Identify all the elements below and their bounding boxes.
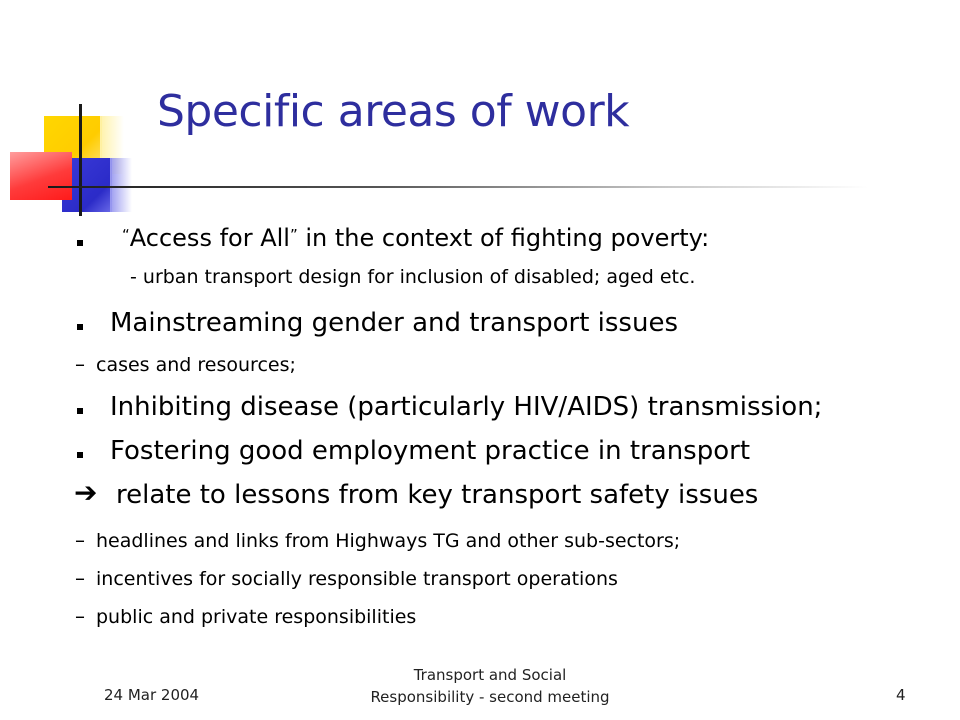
bullet-fostering-employment: Fostering good employment practice in transport xyxy=(110,436,751,466)
logo-red-square xyxy=(10,152,72,200)
sub-item-cases-resources: cases and resources; xyxy=(96,354,296,376)
square-bullet-icon xyxy=(77,452,83,458)
bullet-inhibiting-disease: Inhibiting disease (particularly HIV/AIDS) transmission; xyxy=(110,392,823,422)
footer-title-line-1: Transport and Social xyxy=(413,666,567,684)
square-bullet-icon xyxy=(77,324,83,330)
dash-bullet-icon: – xyxy=(75,352,85,376)
footer-date: 24 Mar 2004 xyxy=(104,686,200,704)
square-bullet-icon xyxy=(77,240,83,246)
arrow-right-icon: ➔ xyxy=(74,476,98,509)
page-title: Specific areas of work xyxy=(157,86,630,137)
bullet-access-for-all xyxy=(122,224,709,252)
dash-bullet-icon: – xyxy=(75,528,85,552)
open-quote: “ xyxy=(122,226,130,244)
bullet-mainstreaming-gender: Mainstreaming gender and transport issues xyxy=(110,308,679,338)
access-for-all-text: Access for All xyxy=(129,224,290,252)
bullet-transport-safety: relate to lessons from key transport safety issues xyxy=(116,480,759,510)
sub-item-responsibilities: public and private responsibilities xyxy=(96,606,417,628)
sub-item-urban-transport: - urban transport design for inclusion of disabled; aged etc. xyxy=(130,266,696,288)
close-quote: ” xyxy=(289,226,298,244)
footer-title xyxy=(340,664,640,708)
sub-item-incentives: incentives for socially responsible transport operations xyxy=(96,568,618,590)
sub-item-headlines-links: headlines and links from Highways TG and other sub-sectors; xyxy=(96,530,681,552)
dash-bullet-icon: – xyxy=(75,566,85,590)
logo-vertical-line xyxy=(79,104,82,216)
footer-title-line-2: Responsibility - second meeting xyxy=(370,688,610,706)
square-bullet-icon xyxy=(77,408,83,414)
logo-blue-fade xyxy=(110,158,132,212)
dash-bullet-icon: – xyxy=(75,604,85,628)
title-underline xyxy=(48,186,868,188)
fighting-poverty-text: in the context of fighting poverty: xyxy=(297,224,710,252)
page-number: 4 xyxy=(896,686,906,704)
